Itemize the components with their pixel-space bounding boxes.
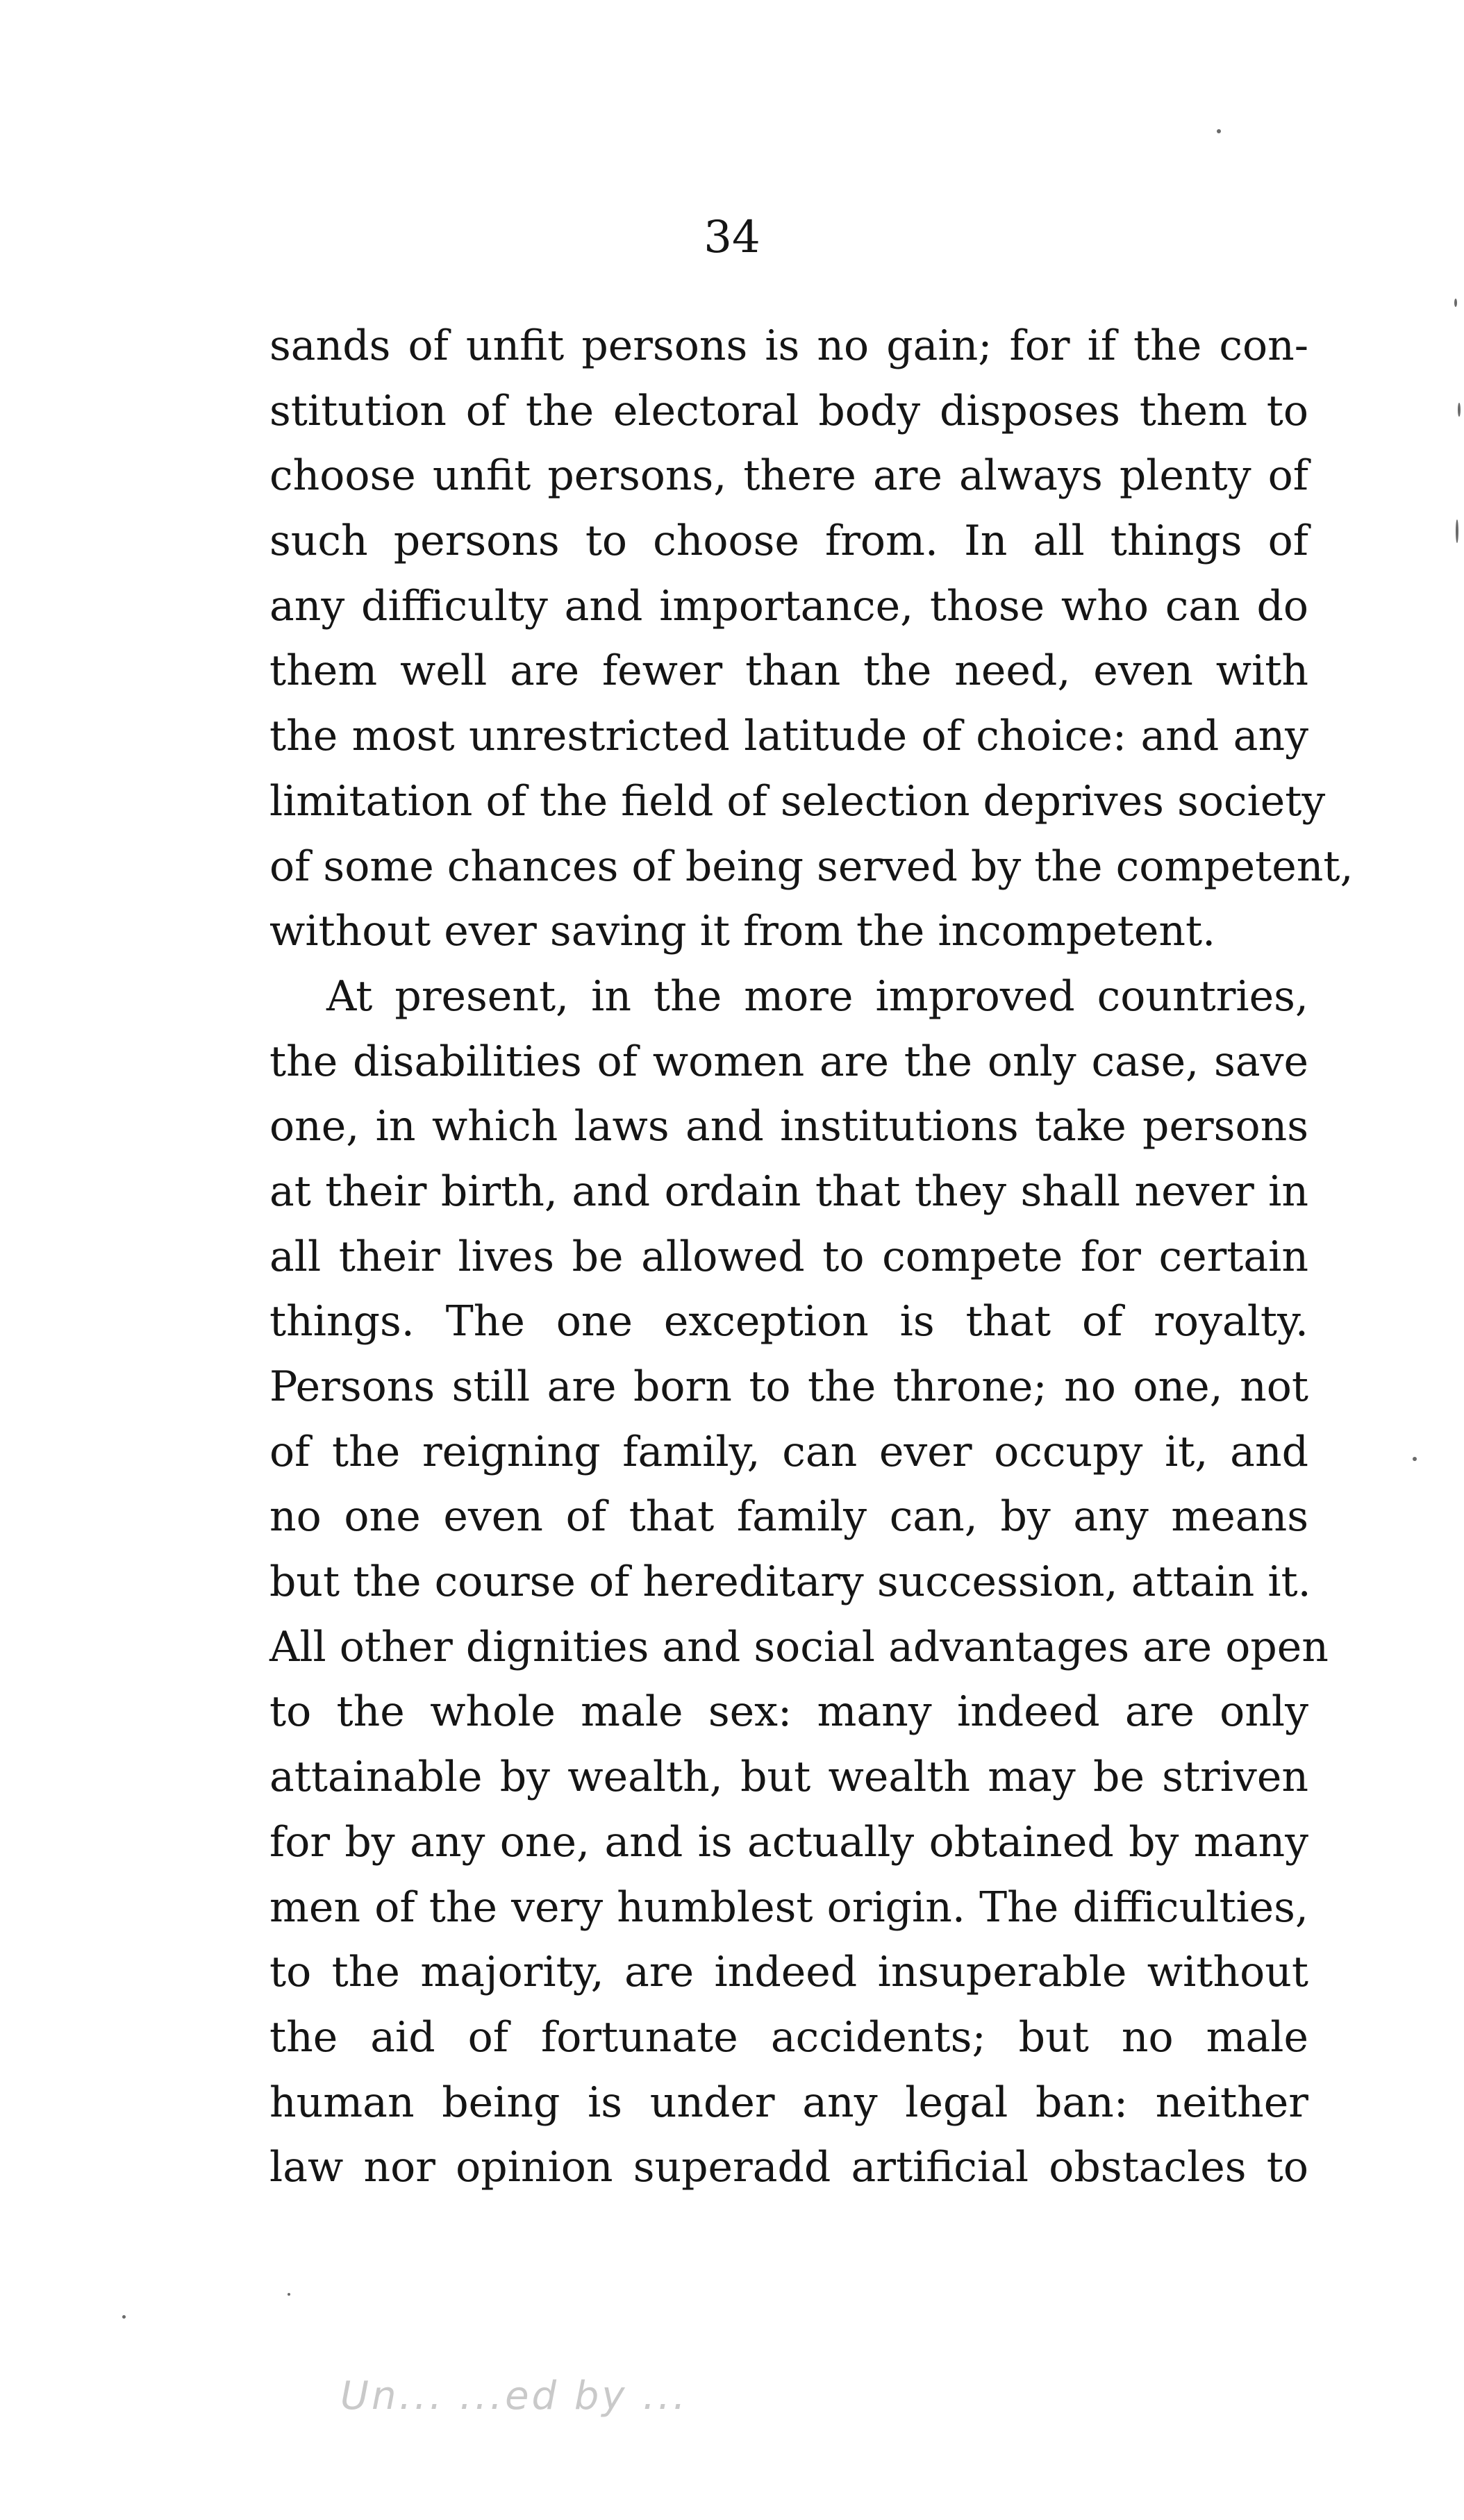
text-line: for by any one, and is actually obtained by many <box>269 1817 1308 1867</box>
text-line: sands of unfit persons is no gain; for if the con- <box>269 322 1308 370</box>
speck <box>1217 129 1221 133</box>
text-line: things. The one exception is that of royalty. <box>269 1297 1308 1346</box>
digitization-watermark: Un... ...ed by ... <box>340 2373 688 2419</box>
text-line: Persons still are born to the throne; no one, not <box>269 1362 1308 1411</box>
text-line: but the course of hereditary succession, attain it. <box>269 1558 1311 1607</box>
text-line: choose unfit persons, there are always plenty of <box>269 451 1308 501</box>
paragraph <box>269 314 1354 965</box>
text-line: law nor opinion superadd artificial obstacles to <box>269 2143 1308 2192</box>
text-line: them well are fewer than the need, even with <box>269 646 1308 696</box>
text-line: any difficulty and importance, those who can do <box>269 581 1308 631</box>
text-line: attainable by wealth, but wealth may be striven <box>269 1753 1308 1802</box>
text-line: the most unrestricted latitude of choice: and any <box>269 712 1308 761</box>
text-line: to the whole male sex: many indeed are only <box>269 1687 1308 1737</box>
text-line: limitation of the field of selection deprives society <box>269 776 1326 826</box>
text-line: of the reigning family, can ever occupy it, and <box>269 1427 1308 1476</box>
text-line: all their lives be allowed to compete for certain <box>269 1232 1308 1281</box>
speck <box>1456 519 1458 543</box>
text-line: such persons to choose from. In all things of <box>269 517 1308 566</box>
speck <box>1413 1457 1417 1461</box>
text-line: At present, in the more improved countries, <box>326 971 1308 1021</box>
speck <box>122 2315 126 2319</box>
speck <box>1458 403 1461 417</box>
text-line: to the majority, are indeed insuperable without <box>269 1948 1308 1997</box>
text-line: human being is under any legal ban: neither <box>269 2078 1308 2127</box>
speck <box>288 2293 290 2296</box>
page-number: 34 <box>704 212 760 263</box>
text-line: without ever saving it from the incompetent. <box>269 907 1216 956</box>
text-line: at their birth, and ordain that they shall never in <box>269 1167 1308 1216</box>
speck <box>1454 299 1457 307</box>
text-line: one, in which laws and institutions take persons <box>269 1102 1308 1151</box>
text-line: stitution of the electoral body disposes them to <box>269 386 1308 435</box>
text-line: the aid of fortunate accidents; but no male <box>269 2012 1308 2062</box>
text-line: All other dignities and social advantages are open <box>269 1622 1329 1671</box>
paragraph <box>269 965 1329 2201</box>
text-line: the disabilities of women are the only case, save <box>269 1037 1308 1086</box>
text-line: no one even of that family can, by any means <box>269 1492 1308 1542</box>
body-text <box>269 314 1354 2201</box>
text-line: men of the very humblest origin. The difficulties, <box>269 1883 1308 1932</box>
text-line: of some chances of being served by the competent, <box>269 842 1354 891</box>
